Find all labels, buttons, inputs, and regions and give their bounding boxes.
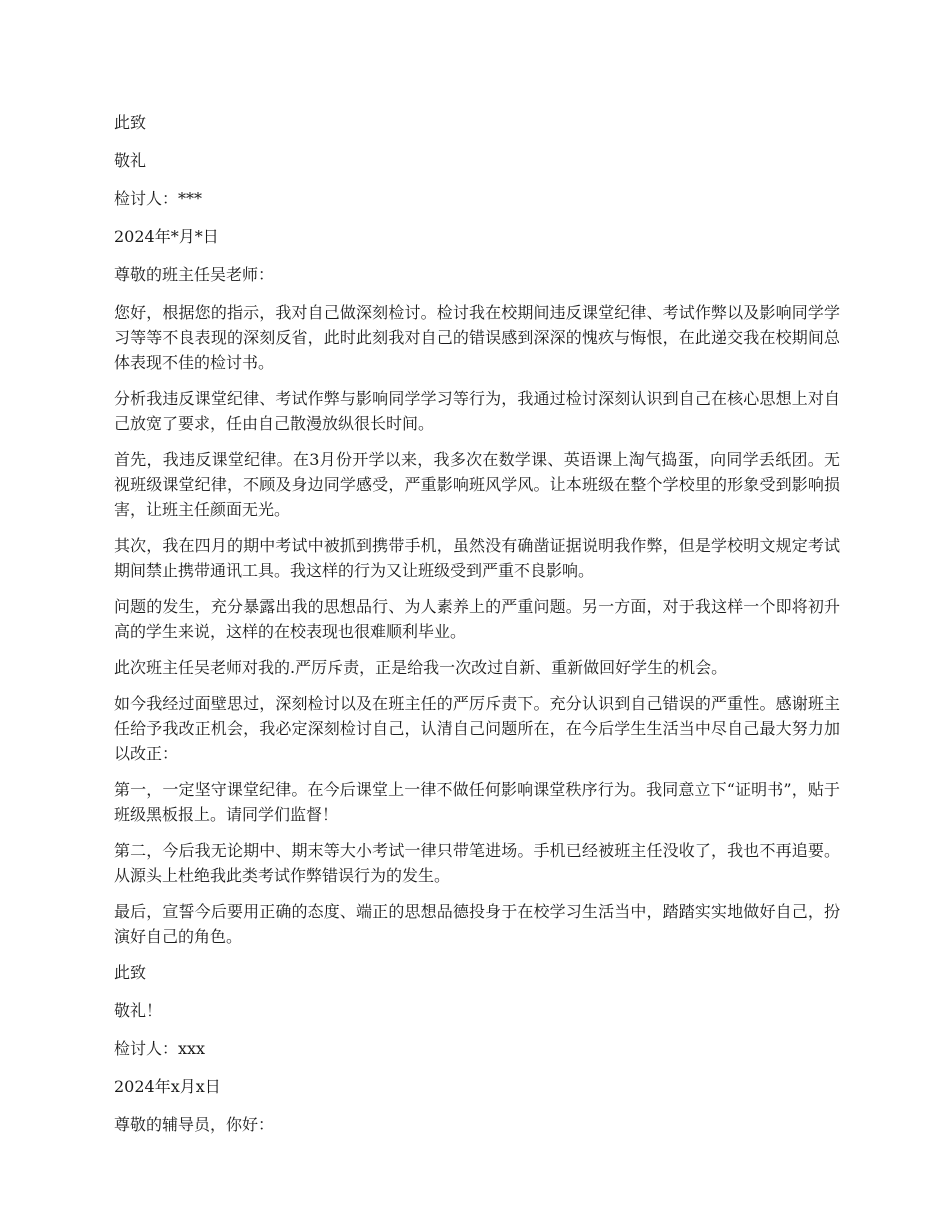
- body-paragraph: 分析我违反课堂纪律、考试作弊与影响同学学习等行为，我通过检讨深刻认识到自己在核心思想上对自己放宽了要求，任由自己散漫放纵很长时间。: [114, 389, 840, 433]
- body-paragraph: 最后，宣誓今后要用正确的态度、端正的思想品德投身于在校学习生活当中，踏踏实实地做好自己，扮演好自己的角色。: [114, 902, 840, 946]
- greeting-line: 尊敬的辅导员，你好：: [114, 1115, 275, 1134]
- document-body: [114, 110, 840, 1150]
- greeting-line: 尊敬的班主任吴老师：: [114, 265, 275, 284]
- body-paragraph: 其次，我在四月的期中考试中被抓到携带手机，虽然没有确凿证据说明我作弊，但是学校明文规定考试期间禁止携带通讯工具。我这样的行为又让班级受到严重不良影响。: [114, 536, 840, 580]
- closing-salutation: 此致: [114, 963, 147, 982]
- body-paragraph: 第二，今后我无论期中、期末等大小考试一律只带笔进场。手机已经被班主任没收了，我也不再追要。从源头上杜绝我此类考试作弊错误行为的发生。: [114, 841, 840, 885]
- body-paragraph: 第一，一定坚守课堂纪律。在今后课堂上一律不做任何影响课堂秩序行为。我同意立下“证明书”，贴于班级黑板报上。请同学们监督！: [114, 780, 840, 824]
- date-line: 2024年x月x日: [114, 1077, 221, 1096]
- date-line: 2024年*月*日: [114, 227, 219, 246]
- signature-line: 检讨人：xxx: [114, 1039, 206, 1058]
- body-paragraph: 问题的发生，充分暴露出我的思想品行、为人素养上的严重问题。另一方面，对于我这样一个即将初升高的学生来说，这样的在校表现也很难顺利毕业。: [114, 597, 840, 641]
- body-paragraph: 您好，根据您的指示，我对自己做深刻检讨。检讨我在校期间违反课堂纪律、考试作弊以及影响同学学习等等不良表现的深刻反省，此时此刻我对自己的错误感到深深的愧疚与悔恨，在此递交我在校期间总体表现不佳的检讨书。: [114, 303, 840, 372]
- body-paragraph: 首先，我违反课堂纪律。在3月份开学以来，我多次在数学课、英语课上淘气捣蛋，向同学丢纸团。无视班级课堂纪律，不顾及身边同学感受，严重影响班风学风。让本班级在整个学校里的形象受到影响损害，让班主任颜面无光。: [114, 450, 840, 519]
- closing-regards: 敬礼！: [114, 1001, 163, 1020]
- body-paragraph: 此次班主任吴老师对我的.严厉斥责，正是给我一次改过自新、重新做回好学生的机会。: [114, 658, 728, 677]
- closing-regards: 敬礼: [114, 151, 147, 170]
- closing-salutation: 此致: [114, 113, 147, 132]
- signature-line: 检讨人：***: [114, 189, 203, 208]
- body-paragraph: 如今我经过面壁思过，深刻检讨以及在班主任的严厉斥责下。充分认识到自己错误的严重性。感谢班主任给予我改正机会，我必定深刻检讨自己，认清自己问题所在，在今后学生生活当中尽自己最大努力加以改正：: [114, 694, 840, 763]
